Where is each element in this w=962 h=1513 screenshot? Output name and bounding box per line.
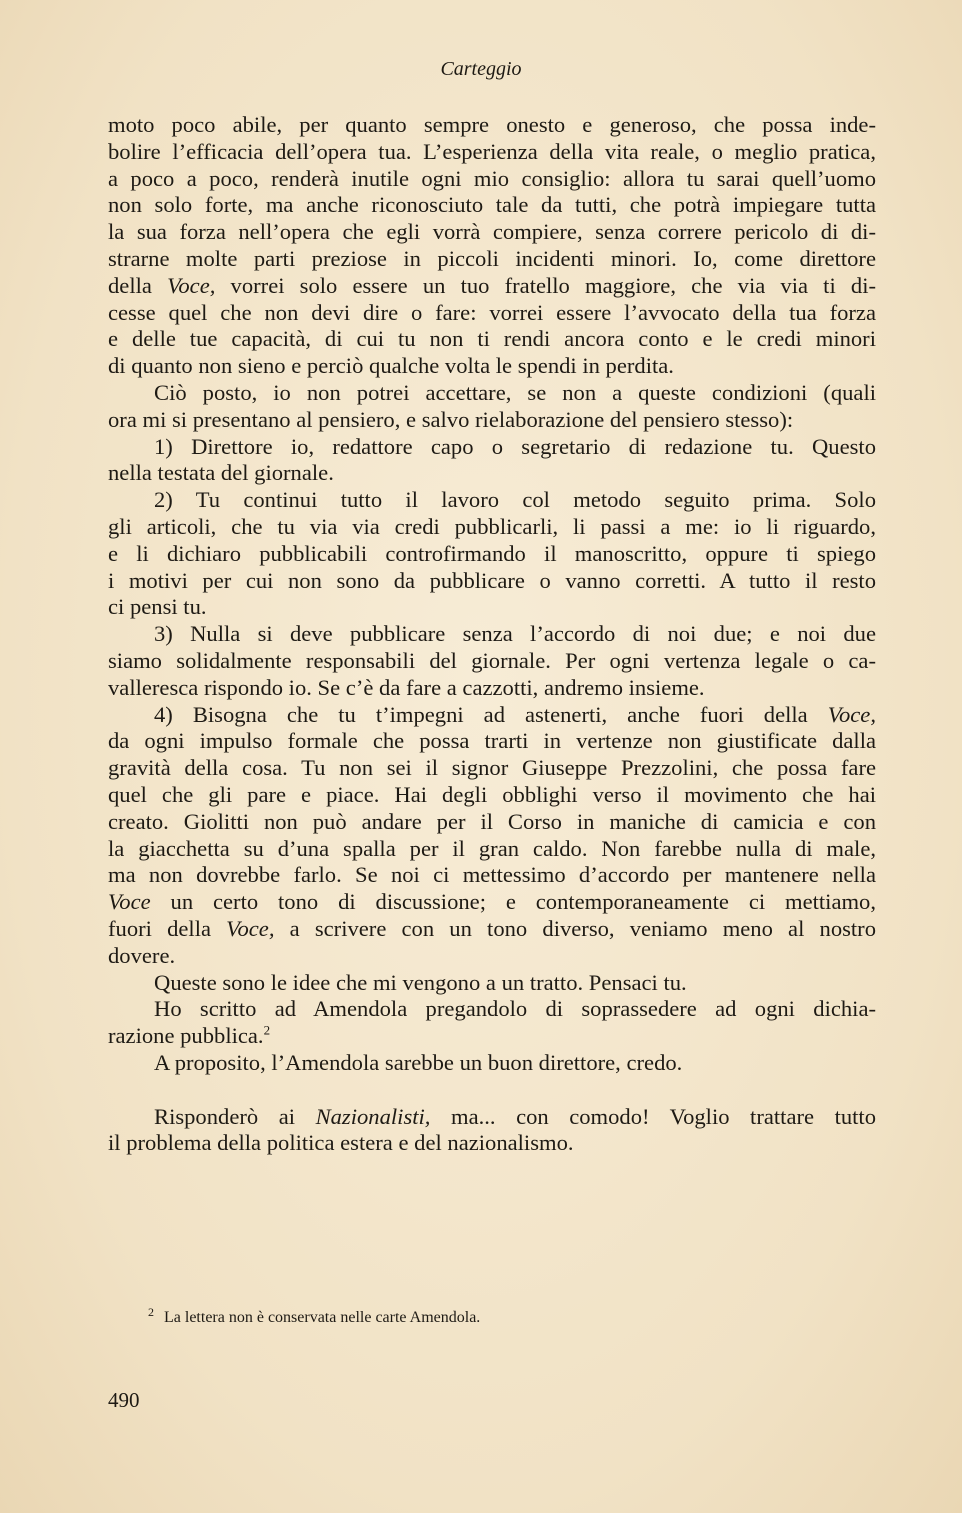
text-run: 1) Direttore io, redattore capo o segretario di redazione tu. Questo (154, 433, 876, 459)
text-line (108, 943, 876, 970)
text-run: 3) Nulla si deve pubblicare senza l’accordo di noi due; e noi due (154, 621, 876, 647)
footnote-reference: 2 (263, 1022, 271, 1038)
text-run: nella testata del giornale. (108, 460, 334, 486)
italic-title: Voce, (167, 272, 216, 298)
text-run: a scrivere con un tono diverso, veniamo meno al nostro (274, 915, 877, 941)
text-run: 2) Tu continui tutto il lavoro col metodo seguito prima. Solo (154, 487, 876, 513)
text-line (108, 594, 876, 621)
text-line (108, 1050, 876, 1077)
text-line (108, 862, 876, 889)
text-line (108, 621, 876, 648)
footnote (148, 1304, 848, 1328)
paragraph (108, 434, 876, 488)
text-line (108, 648, 876, 675)
text-line (108, 273, 876, 300)
text-run: razione pubblica. (108, 1023, 264, 1049)
italic-title: Nazionalisti, (315, 1103, 431, 1129)
text-line (108, 219, 876, 246)
text-run: moto poco abile, per quanto sempre onesto e generoso, che possa inde- (108, 112, 876, 137)
text-line (108, 460, 876, 487)
text-run: la giacchetta su d’una spalla per il gran caldo. Non farebbe nulla di male, (108, 835, 876, 861)
paragraph (108, 702, 876, 970)
text-run: un certo tono di discussione; e contemporaneamente ci mettiamo, (150, 889, 876, 915)
text-line (108, 1104, 876, 1131)
text-run: i motivi per cui non sono da pubblicare o vanno corretti. A tutto il resto (108, 567, 876, 593)
text-run: ma... con comodo! Voglio trattare tutto (430, 1103, 876, 1129)
text-run: valleresca rispondo io. Se c’è da fare a cazzotti, andremo insieme. (108, 674, 705, 700)
italic-title: Voce, (827, 701, 876, 727)
text-line (108, 246, 876, 273)
paragraph (108, 1050, 876, 1077)
text-line (108, 166, 876, 193)
text-line (108, 407, 876, 434)
text-run: creato. Giolitti non può andare per il Corso in maniche di camicia e con (108, 808, 876, 834)
text-line (108, 728, 876, 755)
text-line (108, 996, 876, 1023)
text-run: di quanto non sieno e perciò qualche volta le spendi in perdita. (108, 353, 674, 379)
text-line (108, 326, 876, 353)
text-run: a poco a poco, renderà inutile ogni mio consiglio: allora tu sarai quell’uomo (108, 165, 876, 191)
text-run: Ciò posto, io non potrei accettare, se non a queste condizioni (quali (154, 379, 876, 405)
text-run: il problema della politica estera e del nazionalismo. (108, 1130, 574, 1156)
text-run: non solo forte, ma anche riconosciuto tale da tutti, che potrà impiegare tutta (108, 192, 876, 218)
italic-title: Voce, (226, 915, 275, 941)
paragraph (108, 380, 876, 434)
text-run: Risponderò ai (154, 1103, 316, 1129)
text-run: gravità della cosa. Tu non sei il signor Giuseppe Prezzolini, che possa fare (108, 755, 876, 781)
text-line (108, 970, 876, 997)
text-line (108, 782, 876, 809)
paragraph (108, 970, 876, 997)
text-line (108, 1130, 876, 1157)
text-line (108, 487, 876, 514)
text-run: 4) Bisogna che tu t’impegni ad astenerti, anche fuori della (154, 701, 828, 727)
text-line (108, 1023, 876, 1050)
text-run: quel che gli pare e piace. Hai degli obblighi verso il movimento che hai (108, 781, 876, 807)
text-line (108, 112, 876, 139)
text-run: e delle tue capacità, di cui tu non ti rendi ancora conto e le credi minori (108, 326, 876, 352)
text-run: vorrei solo essere un tuo fratello maggiore, che via via ti di- (215, 272, 876, 298)
running-head: Carteggio (440, 58, 522, 80)
text-run: gli articoli, che tu via via credi pubblicarli, li passi a me: io li riguardo, (108, 513, 876, 539)
text-run: A proposito, l’Amendola sarebbe un buon direttore, credo. (154, 1049, 683, 1075)
text-run: strarne molte parti preziose in piccoli incidenti minori. Io, come direttore (108, 245, 876, 271)
text-run: Ho scritto ad Amendola pregandolo di soprassedere ad ogni dichia- (154, 996, 876, 1022)
page-number: 490 (108, 1388, 140, 1412)
text-run: ora mi si presentano al pensiero, e salvo rielaborazione del pensiero stesso): (108, 406, 794, 432)
text-run: ci pensi tu. (108, 594, 207, 620)
text-run: bolire l’efficacia dell’opera tua. L’esperienza della vita reale, o meglio pratica, (108, 138, 876, 164)
text-run: dovere. (108, 942, 176, 968)
text-run: e li dichiaro pubblicabili controfirmando il manoscritto, oppure ti spiego (108, 540, 876, 566)
text-line (108, 514, 876, 541)
text-run: da ogni impulso formale che possa trarti in vertenze non giustificate dalla (108, 728, 876, 754)
text-line (108, 192, 876, 219)
footnote-text: La lettera non è conservata nelle carte Amendola. (164, 1309, 481, 1326)
text-run: della (108, 272, 168, 298)
text-line (108, 353, 876, 380)
text-line (108, 755, 876, 782)
body-text (108, 112, 876, 1157)
footnote-marker: 2 (148, 1304, 154, 1319)
text-line (108, 675, 876, 702)
text-line (108, 380, 876, 407)
text-line (108, 836, 876, 863)
text-line (108, 916, 876, 943)
text-run: fuori della (108, 915, 227, 941)
text-run: la sua forza nell’opera che egli vorrà compiere, senza correre pericolo di di- (108, 219, 876, 245)
paragraph (108, 621, 876, 701)
text-line (108, 541, 876, 568)
text-line (108, 702, 876, 729)
text-line (108, 568, 876, 595)
text-run: siamo solidalmente responsabili del giornale. Per ogni vertenza legale o ca- (108, 647, 876, 673)
text-line (108, 300, 876, 327)
text-line (108, 139, 876, 166)
text-run: Queste sono le idee che mi vengono a un tratto. Pensaci tu. (154, 969, 687, 995)
paragraph (108, 1104, 876, 1158)
text-line (108, 434, 876, 461)
text-line (108, 889, 876, 916)
text-run: ma non dovrebbe farlo. Se noi ci mettessimo d’accordo per mantenere nella (108, 862, 876, 888)
italic-title: Voce (108, 889, 151, 915)
text-line (108, 809, 876, 836)
paragraph (108, 112, 876, 380)
paragraph (108, 487, 876, 621)
text-run: cesse quel che non devi dire o fare: vorrei essere l’avvocato della tua forza (108, 299, 876, 325)
paragraph (108, 996, 876, 1050)
paragraph-gap (108, 1077, 876, 1104)
